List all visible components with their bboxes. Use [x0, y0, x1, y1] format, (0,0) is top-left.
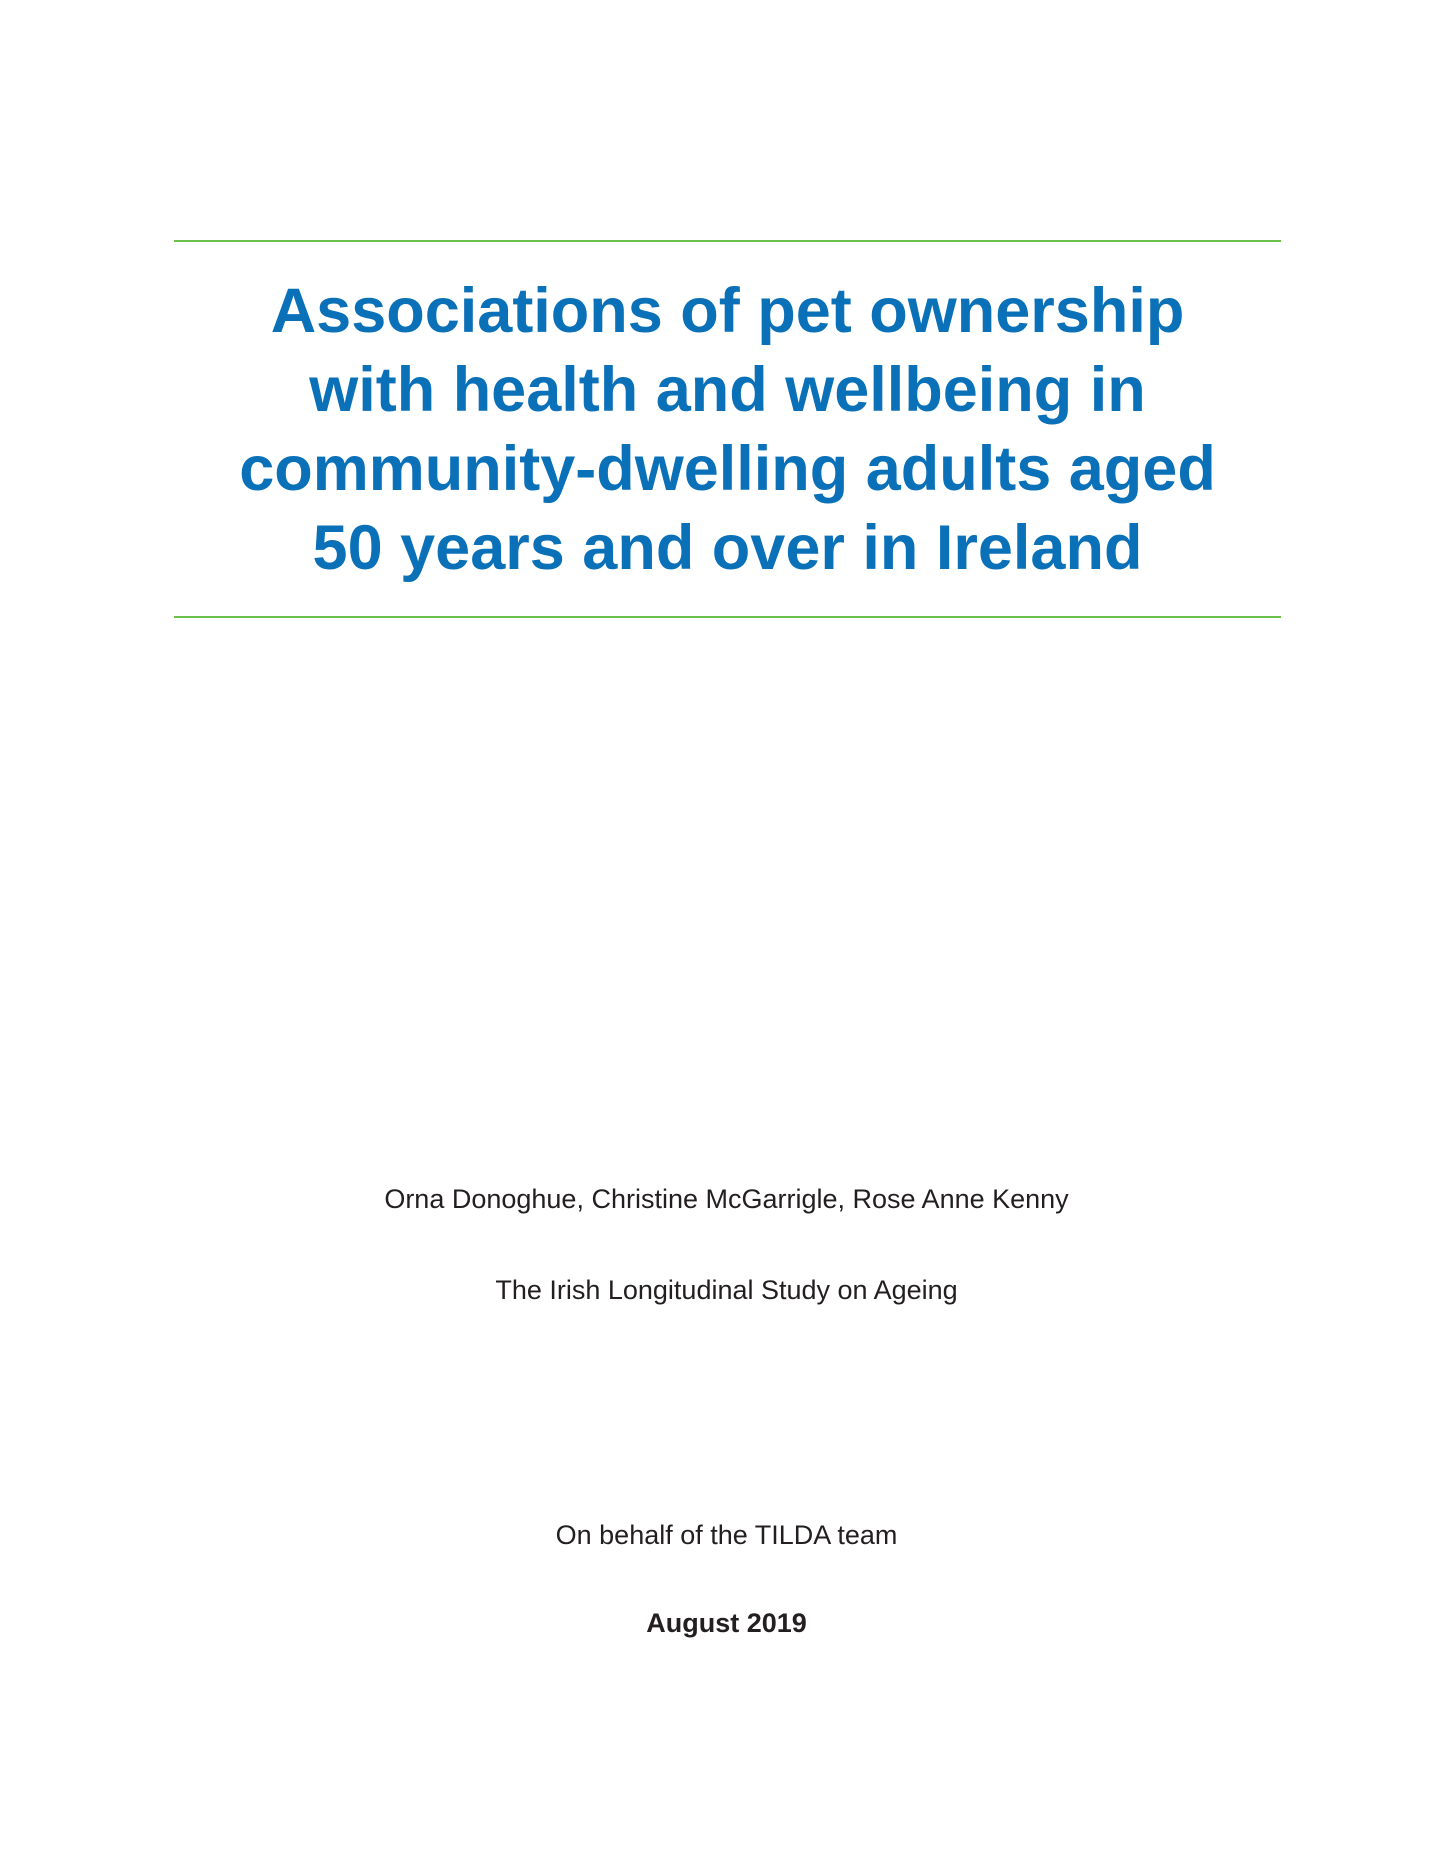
author-list: Orna Donoghue, Christine McGarrigle, Rose Anne Kenny [384, 1184, 1069, 1214]
top-divider [174, 240, 1281, 242]
title-line: with health and wellbeing in [309, 355, 1146, 425]
bottom-divider [174, 616, 1281, 618]
report-title [174, 272, 1281, 588]
publication-date: August 2019 [646, 1608, 807, 1638]
title-line: 50 years and over in Ireland [312, 513, 1143, 583]
institution-name: The Irish Longitudinal Study on Ageing [495, 1275, 958, 1305]
on-behalf-line: On behalf of the TILDA team [555, 1520, 898, 1550]
title-line: community-dwelling adults aged [239, 434, 1216, 504]
title-line: Associations of pet ownership [270, 276, 1185, 346]
